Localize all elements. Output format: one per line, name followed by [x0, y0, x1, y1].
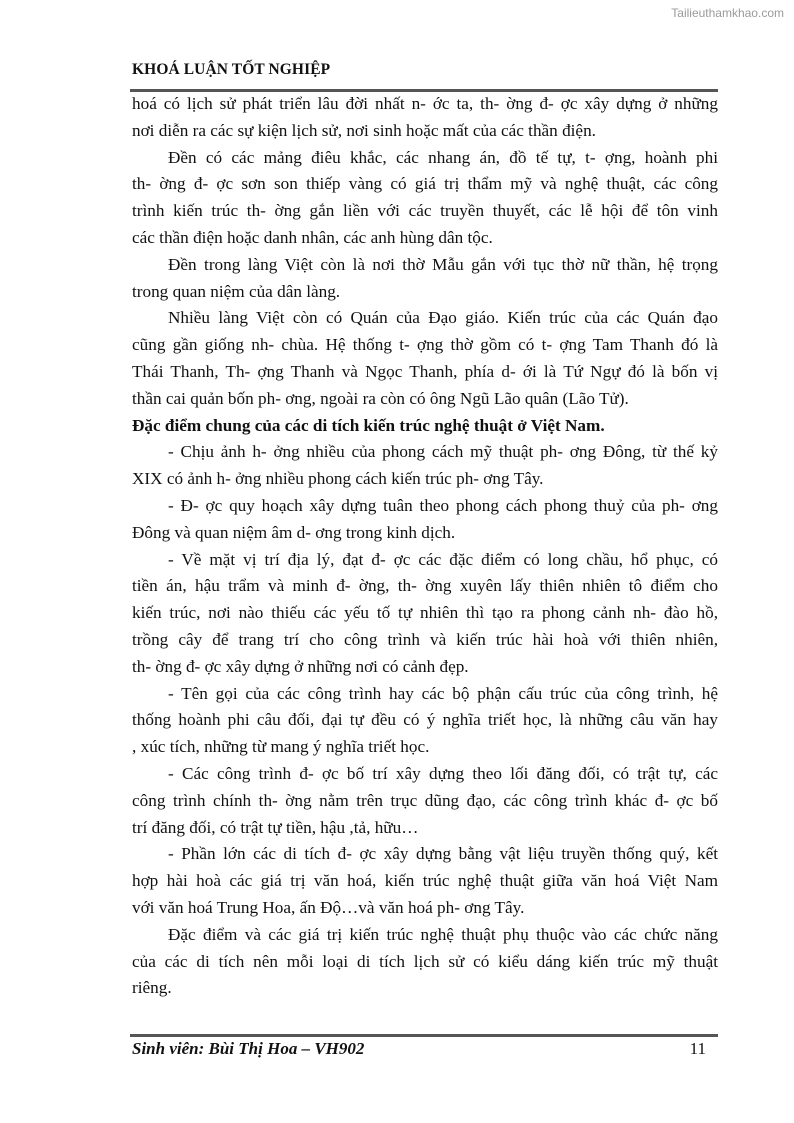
text-line: Nhiều làng Việt còn có Quán của Đạo giáo. Kiến trúc của các Quán đạo: [168, 308, 718, 328]
watermark: Tailieuthamkhao.com: [671, 6, 784, 20]
text-line: , xúc tích, những từ mang ý nghĩa triết học.: [132, 737, 430, 757]
text-line: cũng gần giống nh- chùa. Hệ thống t- ợng thờ gồm có t- ợng Tam Thanh đó là: [132, 335, 718, 355]
text-line: các thần điện hoặc danh nhân, các anh hùng dân tộc.: [132, 227, 493, 247]
text-line: - Tên gọi của các công trình hay các bộ phận cấu trúc của công trình, hệ: [168, 683, 718, 703]
text-line: - Phần lớn các di tích đ- ợc xây dựng bằng vật liệu truyền thống quý, kết: [168, 844, 718, 864]
text-line: với văn hoá Trung Hoa, ấn Độ…và văn hoá ph- ơng Tây.: [132, 897, 525, 917]
page-header-title: KHOÁ LUẬN TỐT NGHIỆP: [132, 61, 331, 78]
text-line: trí đăng đối, có trật tự tiền, hậu ,tả, hữu…: [132, 817, 419, 837]
text-line: kiến trúc, nơi nào thiếu các yếu tố tự nhiên thì tạo ra phong cảnh nh- đào hồ,: [132, 603, 718, 623]
text-line: hợp hài hoà các giá trị văn hoá, kiến trúc nghệ thuật giữa văn hoá Việt Nam: [132, 871, 718, 891]
text-line: - Về mặt vị trí địa lý, đạt đ- ợc các đặc điểm có long chầu, hổ phục, có: [168, 549, 718, 569]
text-line: th- ờng đ- ợc xây dựng ở những nơi có cảnh đẹp.: [132, 656, 469, 676]
text-line: Đặc điểm và các giá trị kiến trúc nghệ thuật phụ thuộc vào các chức năng: [168, 924, 718, 944]
text-line: công trình chính th- ờng nằm trên trục dũng đạo, các công trình khác đ- ợc bố: [132, 790, 718, 810]
page-footer: [132, 1039, 718, 1059]
text-line: Đền trong làng Việt còn là nơi thờ Mẫu gắn với tục thờ nữ thần, hệ trọng: [168, 254, 718, 274]
text-line: XIX có ảnh h- ởng nhiều phong cách kiến trúc ph- ơng Tây.: [132, 469, 544, 489]
text-line: trình kiến trúc th- ờng gắn liền với các truyền thuyết, các lễ hội để tôn vinh: [132, 201, 718, 221]
text-line: - Đ- ợc quy hoạch xây dựng tuân theo phong cách phong thuỷ của ph- ơng: [168, 495, 718, 515]
footer-student: Sinh viên: Bùi Thị Hoa – VH902: [132, 1039, 365, 1058]
text-line: nơi diễn ra các sự kiện lịch sử, nơi sinh hoặc mất của các thần điện.: [132, 120, 596, 140]
text-line: tiền án, hậu trẩm và minh đ- ờng, th- ờng xuyên lấy thiên nhiên tô điểm cho: [132, 576, 718, 596]
text-line: riêng.: [132, 978, 172, 998]
text-line: - Chịu ảnh h- ởng nhiều của phong cách mỹ thuật ph- ơng Đông, từ thế kỷ: [168, 442, 718, 462]
text-line: Thái Thanh, Th- ợng Thanh và Ngọc Thanh, phía d- ới là Tứ Ngự đó là bốn vị: [132, 361, 718, 381]
text-line: - Các công trình đ- ợc bố trí xây dựng theo lối đăng đối, có trật tự, các: [168, 763, 718, 783]
text-line: trồng cây để trang trí cho công trình và kiến trúc hài hoà với thiên nhiên,: [132, 629, 718, 649]
section-heading: Đặc điểm chung của các di tích kiến trúc nghệ thuật ở Việt Nam.: [132, 415, 605, 435]
text-line: thần cai quản bốn ph- ơng, ngoài ra còn có ông Ngũ Lão quân (Lão Tử).: [132, 388, 629, 408]
text-line: Đông và quan niệm âm d- ơng trong kinh dịch.: [132, 522, 456, 542]
text-line: trong quan niệm của dân làng.: [132, 281, 341, 301]
page-number: 11: [689, 1039, 706, 1058]
text-line: th- ờng đ- ợc sơn son thiếp vàng có giá trị thẩm mỹ và nghệ thuật, các công: [132, 174, 718, 194]
footer-divider: [130, 1034, 718, 1037]
text-line: hoá có lịch sử phát triển lâu đời nhất n- ớc ta, th- ờng đ- ợc xây dựng ở những: [132, 94, 718, 113]
document-body: [132, 91, 718, 1002]
text-line: Đền có các mảng điêu khắc, các nhang án, đồ tế tự, t- ợng, hoành phi: [168, 147, 718, 167]
text-line: của các di tích nên mỗi loại di tích lịch sử có kiểu dáng kiến trúc mỹ thuật: [132, 951, 718, 971]
text-line: thống hoành phi câu đối, đại tự đều có ý nghĩa triết học, là những câu văn hay: [132, 710, 718, 730]
